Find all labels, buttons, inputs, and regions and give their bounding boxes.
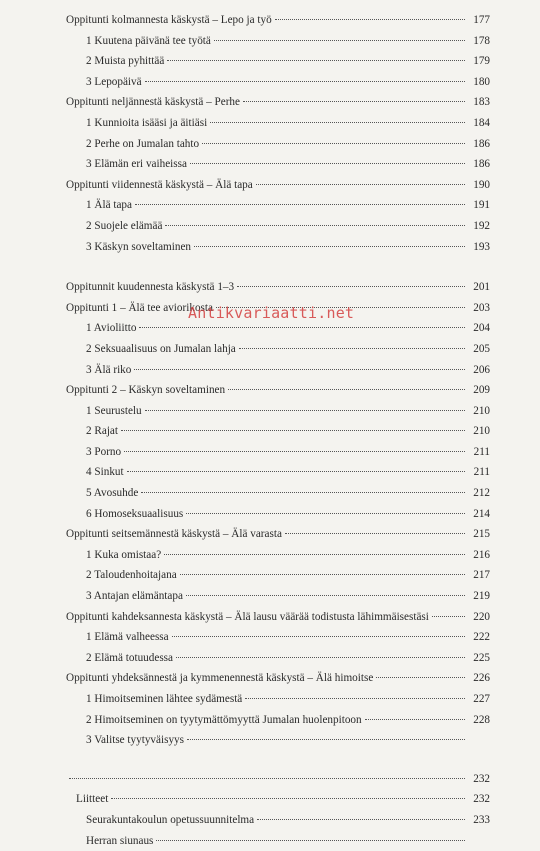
toc-entry-title: 2 Seksuaalisuus on Jumalan lahja	[86, 342, 236, 355]
toc-page-number: 222	[473, 631, 490, 644]
toc-page-number: 205	[473, 342, 490, 355]
toc-subentry	[66, 689, 490, 710]
dot-leader	[245, 698, 465, 699]
toc-page-number: 232	[473, 793, 490, 806]
dot-leader	[164, 554, 465, 555]
section-gap	[66, 257, 490, 277]
toc-subentry	[66, 113, 490, 134]
toc-entry-title: 1 Himoitseminen lähtee sydämestä	[86, 693, 243, 705]
toc-subentry	[66, 730, 490, 751]
toc-entry-title: 3 Valitse tyytyväisyys	[86, 734, 184, 747]
dot-leader	[187, 739, 465, 740]
toc-page-number: 193	[473, 240, 490, 253]
toc-page-number: 180	[473, 75, 490, 88]
toc-page-number: 233	[473, 813, 490, 826]
toc-page-number: 191	[473, 199, 490, 212]
toc-entry	[66, 380, 490, 401]
toc-subentry	[66, 72, 490, 93]
toc-entry-title: Oppitunti 1 – Älä tee aviorikosta	[66, 301, 213, 314]
toc-page-number: 184	[473, 116, 490, 129]
dot-leader	[202, 143, 465, 144]
toc-page-number: 232	[473, 772, 490, 785]
toc-entry-title: 3 Antajan elämäntapa	[86, 590, 183, 603]
toc-entry-title: 1 Kunnioita isääsi ja äitiäsi	[86, 116, 208, 129]
toc-page-number: 183	[473, 96, 490, 109]
toc-subentry	[66, 216, 490, 237]
dot-leader	[180, 574, 465, 575]
toc-entry-title: Oppitunti viidennestä käskystä – Älä tapa	[66, 178, 253, 191]
dot-leader	[210, 122, 465, 123]
toc-entry-title: Liitteet	[76, 793, 109, 806]
toc-subentry	[66, 627, 490, 648]
toc-subentry	[66, 360, 490, 381]
toc-entry	[66, 92, 490, 113]
toc-entry-title: 2 Rajat	[86, 425, 119, 438]
toc-page-number: 215	[473, 528, 490, 541]
toc-page-number: 186	[473, 137, 490, 150]
toc-entry-title: Herran siunaus	[86, 834, 154, 847]
toc-entry	[66, 277, 490, 298]
dot-leader	[257, 819, 465, 820]
toc-page-number: 211	[473, 445, 490, 458]
toc-entry	[66, 607, 490, 628]
toc-entry-title: Oppitunti kolmannesta käskystä – Lepo ja työ	[66, 14, 272, 26]
toc-page-number: 210	[473, 404, 490, 417]
dot-leader	[256, 184, 465, 185]
dot-leader	[194, 246, 465, 247]
dot-leader	[186, 595, 465, 596]
dot-leader	[156, 840, 465, 841]
dot-leader	[432, 616, 465, 617]
toc-subentry	[66, 545, 490, 566]
dot-leader	[228, 389, 465, 390]
toc-entry-title: 6 Homoseksuaalisuus	[86, 507, 184, 520]
dot-leader	[69, 778, 465, 779]
toc-subentry	[66, 31, 490, 52]
toc-entry-title: 1 Avioliitto	[86, 322, 137, 335]
dot-leader	[145, 81, 465, 82]
dot-leader	[165, 225, 465, 226]
dot-leader	[145, 410, 465, 411]
toc-group-3	[66, 769, 490, 851]
toc-page-number: 219	[473, 590, 490, 603]
dot-leader	[190, 163, 465, 164]
toc-entry-title: 2 Himoitseminen on tyytymättömyyttä Jumalan huolenpitoon	[86, 713, 362, 726]
toc-group-1	[66, 10, 490, 257]
dot-leader	[135, 204, 465, 205]
dot-leader	[134, 369, 465, 370]
toc-subentry	[66, 810, 490, 831]
toc-subentry	[66, 339, 490, 360]
dot-leader	[285, 533, 465, 534]
toc-page-number: 220	[473, 610, 490, 623]
toc-page-number: 203	[473, 301, 490, 314]
toc-subentry	[66, 831, 490, 851]
toc-entry-title: 1 Kuka omistaa?	[86, 548, 162, 561]
toc-page-number: 178	[473, 34, 490, 47]
toc-page-number: 228	[473, 713, 490, 726]
toc-entry-title: 1 Elämä valheessa	[86, 631, 169, 644]
dot-leader	[127, 471, 465, 472]
toc-page-number: 227	[473, 693, 490, 705]
toc-subentry	[66, 421, 490, 442]
toc-page-number: 226	[473, 672, 490, 685]
toc-subentry	[66, 51, 490, 72]
table-of-contents	[66, 10, 490, 851]
toc-subentry	[66, 565, 490, 586]
dot-leader	[139, 327, 465, 328]
toc-subentry	[66, 504, 490, 525]
toc-page-number: 201	[473, 281, 490, 294]
toc-group-2	[66, 277, 490, 751]
toc-entry	[66, 668, 490, 689]
toc-entry-title: 3 Älä riko	[86, 363, 132, 376]
dot-leader	[365, 719, 465, 720]
toc-entry-title: Seurakuntakoulun opetussuunnitelma	[86, 813, 255, 826]
dot-leader	[141, 492, 465, 493]
toc-entry-title: Oppitunti 2 – Käskyn soveltaminen	[66, 384, 226, 397]
toc-entry-title: 1 Älä tapa	[86, 199, 132, 212]
toc-entry-title: 2 Perhe on Jumalan tahto	[86, 137, 200, 150]
dot-leader	[239, 348, 465, 349]
toc-page-number: 179	[473, 55, 490, 68]
dot-leader	[167, 60, 465, 61]
toc-entry-title: 3 Porno	[86, 445, 122, 458]
toc-subentry	[66, 789, 490, 810]
toc-entry-title: 2 Muista pyhittää	[86, 55, 165, 68]
section-gap	[66, 751, 490, 769]
toc-page-number: 212	[473, 487, 490, 500]
toc-page-number: 192	[473, 219, 490, 232]
toc-entry	[66, 175, 490, 196]
toc-subentry	[66, 648, 490, 669]
toc-entry-title: 3 Käskyn soveltaminen	[86, 240, 192, 253]
toc-subentry	[66, 134, 490, 155]
toc-page-number: 206	[473, 363, 490, 376]
toc-entry-title: 1 Kuutena päivänä tee työtä	[86, 34, 211, 47]
toc-entry-title: 5 Avosuhde	[86, 487, 139, 500]
toc-page-number: 216	[473, 548, 490, 561]
dot-leader	[186, 513, 465, 514]
toc-subentry	[66, 195, 490, 216]
toc-page-number: 210	[473, 425, 490, 438]
toc-page-number: 211	[473, 466, 490, 479]
dot-leader	[111, 798, 465, 799]
dot-leader	[214, 40, 465, 41]
toc-subentry	[66, 462, 490, 483]
toc-entry-title: 3 Elämän eri vaiheissa	[86, 158, 187, 171]
dot-leader	[172, 636, 465, 637]
toc-entry	[66, 10, 490, 31]
dot-leader	[237, 286, 465, 287]
toc-entry	[66, 524, 490, 545]
toc-page-number: 214	[473, 507, 490, 520]
toc-subentry	[66, 483, 490, 504]
toc-entry-title: Oppitunti neljännestä käskystä – Perhe	[66, 96, 240, 109]
dot-leader	[124, 451, 465, 452]
toc-page-number: 204	[473, 322, 490, 335]
toc-entry-title: Oppitunti kahdeksannesta käskystä – Älä lausu väärää todistusta lähimmäisestäsi	[66, 610, 429, 623]
toc-entry-title: Oppitunti seitsemännestä käskystä – Älä varasta	[66, 528, 282, 541]
watermark: Antikvariaatti.net	[188, 304, 355, 322]
dot-leader	[243, 101, 465, 102]
toc-entry-title: 1 Seurustelu	[86, 404, 142, 417]
toc-entry-title: 2 Taloudenhoitajana	[86, 569, 177, 582]
toc-subentry	[66, 154, 490, 175]
toc-page-number: 225	[473, 651, 490, 664]
toc-page-number: 209	[473, 384, 490, 397]
toc-subentry	[66, 237, 490, 258]
toc-entry-title: Oppitunti yhdeksännestä ja kymmenennestä käskystä – Älä himoitse	[66, 672, 374, 685]
toc-entry-title: 3 Lepopäivä	[86, 75, 142, 88]
dot-leader	[121, 430, 465, 431]
toc-page-number: 186	[473, 158, 490, 171]
toc-entry-title: 2 Elämä totuudessa	[86, 651, 173, 664]
toc-entry	[66, 769, 490, 790]
toc-subentry	[66, 586, 490, 607]
dot-leader	[176, 657, 465, 658]
toc-page-number: 190	[473, 178, 490, 191]
toc-page-number: 217	[473, 569, 490, 582]
toc-entry-title: 4 Sinkut	[86, 466, 124, 479]
toc-subentry	[66, 442, 490, 463]
dot-leader	[275, 19, 465, 20]
toc-entry-title: Oppitunnit kuudennesta käskystä 1–3	[66, 281, 235, 294]
toc-subentry	[66, 401, 490, 422]
dot-leader	[376, 677, 465, 678]
toc-page-number: 177	[473, 14, 490, 26]
toc-entry-title: 2 Suojele elämää	[86, 219, 163, 232]
